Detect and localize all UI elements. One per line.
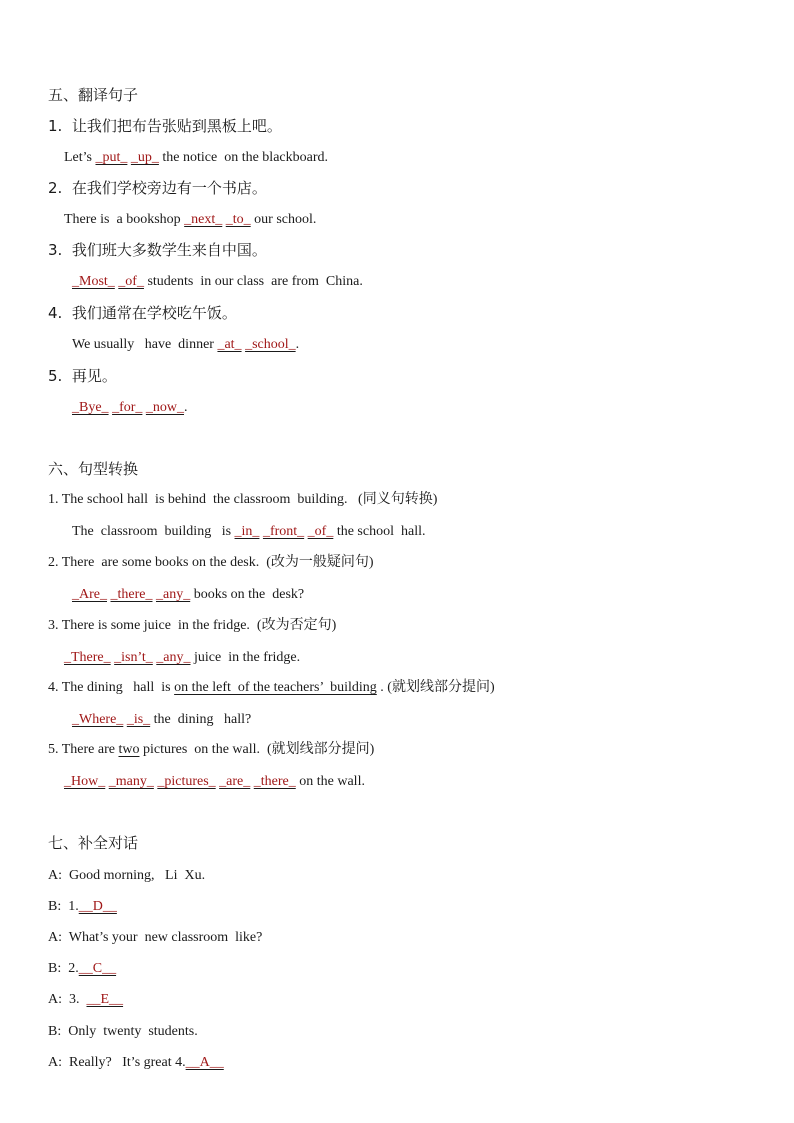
answer-blank: _there_ xyxy=(110,587,153,602)
text-segment: B: 2. xyxy=(48,961,79,976)
dialogue-line xyxy=(48,928,262,948)
answer-blank: _are_ xyxy=(219,774,251,789)
dialogue-line xyxy=(48,990,123,1010)
question-5 xyxy=(48,740,374,760)
text-segment: 4. The dining hall is xyxy=(48,680,175,695)
text-segment: 2. There are some books on the desk. (改为一般疑问句) xyxy=(48,555,374,570)
text-segment: A: What’s your new classroom like? xyxy=(48,930,263,945)
text-segment: books on the desk? xyxy=(190,587,305,602)
underlined-phrase: on the left of the teachers’ building xyxy=(174,680,377,695)
answer-blank: _isn’t_ xyxy=(114,650,153,665)
text-segment: students in our class are from China. xyxy=(143,274,363,289)
answer-1 xyxy=(64,148,328,168)
text-segment: . (就划线部分提问) xyxy=(376,680,495,695)
answer-blank: _for_ xyxy=(112,400,143,415)
answer-blank: _Bye_ xyxy=(72,400,109,415)
text-segment: on the wall. xyxy=(295,774,365,789)
answer-blank: _is_ xyxy=(126,712,151,727)
answer-blank: _any_ xyxy=(155,587,191,602)
text-segment: A: Really? It’s great 4. xyxy=(48,1055,186,1070)
section-7-heading: 七、补全对话 xyxy=(48,834,139,852)
answer-blank: __A__ xyxy=(185,1055,224,1070)
answer-blank: _next_ xyxy=(184,212,223,227)
dialogue-line xyxy=(48,1022,198,1042)
text-segment: 1. The school hall is behind the classroom building. (同义句转换) xyxy=(48,492,438,507)
answer-blank: _at_ xyxy=(217,337,242,352)
answer-blank: __D__ xyxy=(78,899,117,914)
text-segment: We usually have dinner xyxy=(72,337,218,352)
section-6-heading: 六、句型转换 xyxy=(48,460,139,478)
answer-blank: _now_ xyxy=(145,400,185,415)
dialogue-line xyxy=(48,959,116,979)
text-segment: the school hall. xyxy=(333,524,426,539)
question-1: 1. 让我们把布告张贴到黑板上吧。 xyxy=(48,117,282,135)
question-2: 2. 在我们学校旁边有一个书店。 xyxy=(48,179,267,197)
answer-blank: _front_ xyxy=(262,524,305,539)
text-segment: 5. There are xyxy=(48,742,119,757)
answer-blank: _to_ xyxy=(225,212,251,227)
answer-blank: _in_ xyxy=(234,524,260,539)
question-1 xyxy=(48,490,437,510)
answer-blank: __E__ xyxy=(86,992,124,1007)
text-segment: our school. xyxy=(250,212,317,227)
question-4: 4. 我们通常在学校吃午饭。 xyxy=(48,304,237,322)
answer-blank: _put_ xyxy=(95,150,128,165)
text-segment: A: Good morning, Li Xu. xyxy=(48,868,206,883)
answer-blank: _Where_ xyxy=(72,712,124,727)
answer-blank: _pictures_ xyxy=(157,774,216,789)
text-segment: A: 3. xyxy=(48,992,87,1007)
text-segment: B: 1. xyxy=(48,899,79,914)
answer-2 xyxy=(72,585,304,605)
text-segment: B: Only twenty students. xyxy=(48,1024,198,1039)
text-segment: the notice on the blackboard. xyxy=(158,150,328,165)
answer-blank: _Are_ xyxy=(72,587,107,602)
answer-blank: _How_ xyxy=(64,774,106,789)
answer-blank: _There_ xyxy=(64,650,111,665)
dialogue-line xyxy=(48,866,205,886)
question-3: 3. 我们班大多数学生来自中国。 xyxy=(48,241,267,259)
dialogue-line xyxy=(48,1053,224,1073)
answer-3 xyxy=(64,648,300,668)
text-segment: Let’s xyxy=(64,150,96,165)
question-2 xyxy=(48,553,374,573)
section-5-heading: 五、翻译句子 xyxy=(48,86,139,104)
text-segment: . xyxy=(184,400,188,415)
question-4 xyxy=(48,678,495,698)
answer-blank: _Most_ xyxy=(72,274,115,289)
answer-blank: _many_ xyxy=(108,774,154,789)
answer-3 xyxy=(72,272,363,292)
answer-5 xyxy=(72,398,188,418)
answer-blank: _any_ xyxy=(156,650,191,665)
text-segment: The classroom building is xyxy=(72,524,235,539)
underlined-phrase: two xyxy=(118,742,140,757)
text-segment: There is a bookshop xyxy=(64,212,185,227)
answer-blank: _school_ xyxy=(245,337,296,352)
question-3 xyxy=(48,616,336,636)
answer-blank: _there_ xyxy=(253,774,296,789)
answer-4 xyxy=(72,710,251,730)
text-segment: juice in the fridge. xyxy=(190,650,301,665)
question-5: 5. 再见。 xyxy=(48,367,117,385)
text-segment: the dining hall? xyxy=(150,712,252,727)
answer-blank: _up_ xyxy=(130,150,159,165)
answer-blank: _of_ xyxy=(118,274,144,289)
answer-2 xyxy=(64,210,316,230)
answer-blank: _of_ xyxy=(307,524,334,539)
answer-blank: __C__ xyxy=(78,961,117,976)
answer-4 xyxy=(72,335,299,355)
text-segment: pictures on the wall. (就划线部分提问) xyxy=(139,742,375,757)
text-segment: 3. There is some juice in the fridge. (改为否定句) xyxy=(48,618,337,633)
answer-5 xyxy=(64,772,365,792)
text-segment: . xyxy=(295,337,300,352)
dialogue-line xyxy=(48,897,117,917)
answer-1 xyxy=(72,522,425,542)
